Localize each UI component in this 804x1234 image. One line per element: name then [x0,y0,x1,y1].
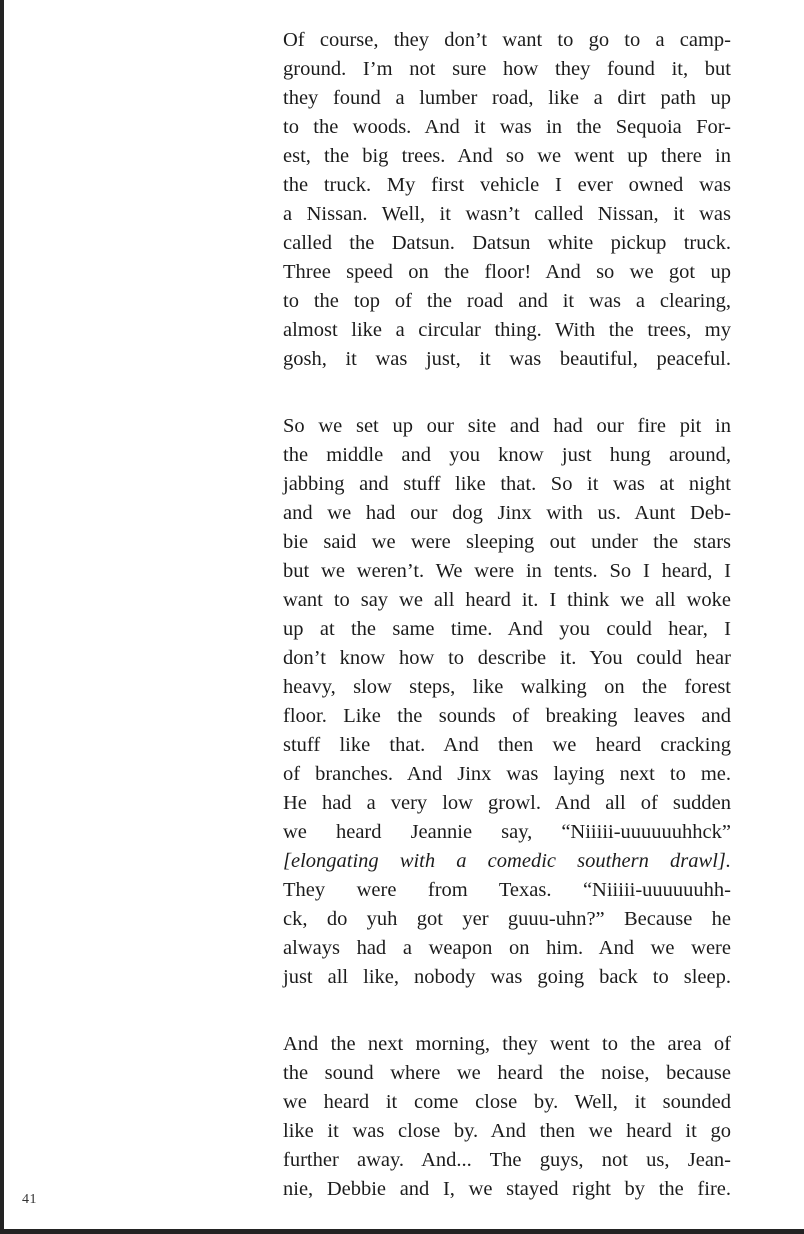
text-line: like it was close by. And then we heard it go [283,1120,731,1142]
text-line: don’t know how to describe it. You could hear [283,647,731,669]
text-line: called the Datsun. Datsun white pickup truck. [283,232,731,254]
text-line: we heard it come close by. Well, it sounded [283,1091,731,1113]
text-line: Three speed on the floor! And so we got up [283,261,731,283]
text-line: est, the big trees. And so we went up there in [283,145,731,167]
text-line: So we set up our site and had our fire pit in [283,415,731,437]
text-line: to the top of the road and it was a clearing, [283,290,731,312]
text-line: [elongating with a comedic southern drawl]. [283,850,731,872]
paragraph [283,26,731,374]
text-line: bie said we were sleeping out under the stars [283,531,731,553]
page-bottom-edge [0,1229,804,1234]
text-line: want to say we all heard it. I think we all woke [283,589,731,611]
text-line: Of course, they don’t want to go to a camp- [283,29,731,51]
text-line: just all like, nobody was going back to sleep. [283,966,731,988]
text-line: but we weren’t. We were in tents. So I heard, I [283,560,731,582]
text-line: a Nissan. Well, it wasn’t called Nissan, it was [283,203,731,225]
text-line: And the next morning, they went to the area of [283,1033,731,1055]
text-line: further away. And... The guys, not us, Jean- [283,1149,731,1171]
text-line: jabbing and stuff like that. So it was at night [283,473,731,495]
text-line: nie, Debbie and I, we stayed right by the fire. [283,1178,731,1200]
paragraph [283,412,731,992]
text-line: and we had our dog Jinx with us. Aunt Deb- [283,502,731,524]
text-line: stuff like that. And then we heard cracking [283,734,731,756]
text-line: gosh, it was just, it was beautiful, peaceful. [283,348,731,370]
text-line: heavy, slow steps, like walking on the forest [283,676,731,698]
text-line: ground. I’m not sure how they found it, but [283,58,731,80]
text-line: of branches. And Jinx was laying next to me. [283,763,731,785]
text-line: almost like a circular thing. With the trees, my [283,319,731,341]
text-line: the truck. My first vehicle I ever owned was [283,174,731,196]
page-left-edge [0,0,4,1234]
text-line: floor. Like the sounds of breaking leaves and [283,705,731,727]
text-line: up at the same time. And you could hear, I [283,618,731,640]
text-line: to the woods. And it was in the Sequoia For- [283,116,731,138]
text-line: the sound where we heard the noise, because [283,1062,731,1084]
text-line: ck, do yuh got yer guuu-uhn?” Because he [283,908,731,930]
text-line: always had a weapon on him. And we were [283,937,731,959]
text-line: they found a lumber road, like a dirt path up [283,87,731,109]
body-text [283,26,731,1204]
text-line: He had a very low growl. And all of sudden [283,792,731,814]
text-line: They were from Texas. “Niiiii-uuuuuuhh- [283,879,731,901]
page-number: 41 [22,1192,37,1207]
text-line: the middle and you know just hung around, [283,444,731,466]
paragraph [283,1030,731,1204]
text-line: we heard Jeannie say, “Niiiii-uuuuuuhhck” [283,821,731,843]
